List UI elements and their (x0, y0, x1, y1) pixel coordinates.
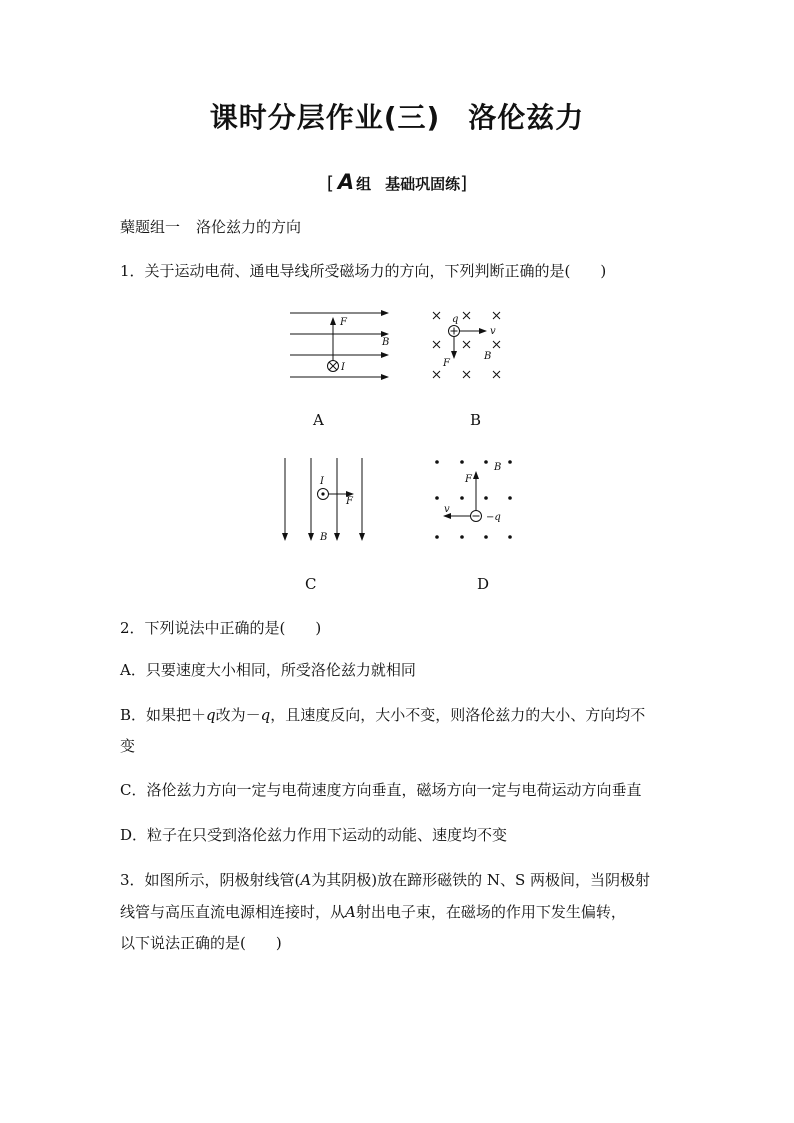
title-topic: 洛伦兹力 (468, 101, 585, 134)
option-text: 只要速度大小相同，所受洛伦兹力就相同 (145, 661, 416, 679)
fig-d-force-label: F (465, 474, 472, 485)
question-3-line-2 (120, 901, 626, 922)
figure-b (433, 312, 500, 378)
current-into-page-icon (328, 361, 339, 372)
section-topic: 洛伦兹力的方向 (196, 218, 302, 236)
option-text-cont: 变 (120, 737, 136, 755)
option-text: 洛伦兹力方向一定与电荷速度方向垂直，磁场方向一定与电荷运动方向垂直 (146, 781, 642, 799)
section-label: 蘖题组一 (120, 218, 181, 236)
fig-a-field-label: B (382, 337, 390, 348)
question-2 (120, 617, 321, 638)
figure-a-label: A (313, 411, 324, 429)
option-text-mid: 改为－ (215, 706, 261, 724)
q1-text: 关于运动电荷、通电导线所受磁场力的方向，下列判断正确的是( (144, 262, 571, 280)
cathode-symbol: A (300, 871, 312, 889)
option-label: A． (120, 661, 146, 679)
fig-b-field-label: B (484, 351, 492, 362)
cathode-symbol: A (345, 903, 356, 921)
negative-charge-icon (471, 511, 482, 522)
q3-line1-pre: 如图所示，阴极射线管( (144, 871, 301, 889)
group-bracket-close: ] (460, 173, 468, 194)
fig-a-current-label: I (341, 362, 345, 373)
fig-b-velocity-label: v (490, 326, 496, 337)
question-3 (120, 869, 650, 890)
figure-b-label: B (470, 411, 482, 429)
charge-symbol: q (206, 706, 216, 724)
charge-symbol: q (260, 706, 271, 724)
fig-c-current-label: I (320, 476, 324, 487)
q2-option-a (120, 659, 416, 680)
figure-d-label: D (477, 575, 490, 593)
question-3-line-3 (120, 932, 282, 953)
option-text: 粒子在只受到洛伦兹力作用下运动的动能、速度均不变 (147, 826, 508, 844)
positive-charge-icon (449, 326, 460, 337)
q2-option-b (120, 704, 645, 725)
option-label: D． (120, 826, 148, 844)
q1-number: 1． (120, 262, 145, 280)
group-letter: A (337, 170, 355, 194)
fig-d-field-label: B (494, 462, 502, 473)
fig-d-charge-label: −q (486, 512, 501, 523)
option-label: C． (120, 781, 147, 799)
figure-d (435, 460, 512, 539)
option-text-post: ，且速度反向，大小不变，则洛伦兹力的大小、方向均不 (270, 706, 646, 724)
q2-number: 2． (120, 619, 145, 637)
option-text-pre: 如果把＋ (146, 706, 207, 724)
group-desc: 基础巩固练 (385, 175, 461, 193)
fig-d-velocity-label: v (444, 504, 450, 515)
group-bracket-open: [ (326, 173, 334, 194)
q3-line3: 以下说法正确的是( (120, 934, 246, 952)
q3-line1-mid: 为其阴极)放在蹄形磁铁的 N、S 两极间，当阴极射 (311, 871, 651, 889)
fig-a-force-label: F (340, 317, 347, 328)
q2-option-b-continued (120, 735, 135, 756)
q2-option-d (120, 824, 507, 845)
q2-option-c (120, 779, 642, 800)
fig-c-force-label: F (346, 496, 353, 507)
figure-a (290, 313, 389, 377)
group-name: 组 (356, 175, 372, 193)
q3-close: ) (275, 934, 282, 952)
q2-text: 下列说法中正确的是( (144, 619, 286, 637)
current-out-of-page-icon (318, 489, 329, 500)
q1-close: ) (600, 262, 607, 280)
fig-b-force-label: F (443, 358, 450, 369)
fig-c-field-label: B (320, 532, 328, 543)
q3-number: 3． (120, 871, 145, 889)
fig-b-charge-label: q (452, 314, 459, 325)
figure-c-label: C (305, 575, 317, 593)
figure-c (285, 458, 362, 543)
q3-line2-post: 射出电子束，在磁场的作用下发生偏转， (355, 903, 626, 921)
title-main: 课时分层作业(三) (209, 101, 441, 134)
option-label: B． (120, 706, 147, 724)
q3-line2-pre: 线管与高压直流电源相连接时，从 (120, 903, 346, 921)
q2-close: ) (315, 619, 322, 637)
